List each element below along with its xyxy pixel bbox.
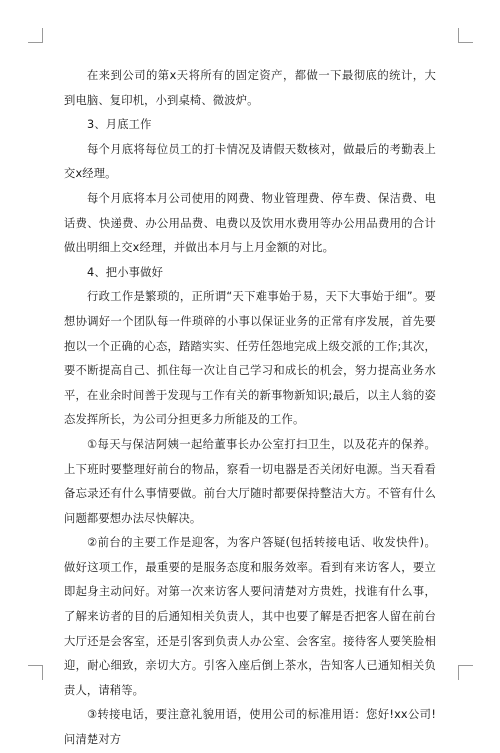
- crop-mark-top-right: [458, 28, 473, 43]
- paragraph-reception-duties: ②前台的主要工作是迎客，为客户答疑(包括转接电话、收发快件)。做好这项工作，最重要的是服务态度和服务效率。看到有来访客人，要立即起身主动问好。对第一次来访客人要问清楚对方贵姓，找谁有什么事，了解来访者的目的后通知相关负责人，其中也要了解是否把客人留在前台大厅还是会客室，还是引客到负责人办公室、会客室。接待客人要笑脸相迎，耐心细致，亲切大方。引客入座后倒上茶水，告知客人已通知相关负责人，请稍等。: [64, 536, 436, 697]
- paragraph-expense-summary: 每个月底将本月公司使用的网费、物业管理费、停车费、保洁费、电话费、快递费、办公用品费、电费以及饮用水费用等办公用品费用的合计做出明细上交x经理，并做出本月与上月金额的对比。: [64, 191, 436, 255]
- paragraph-admin-attitude: 行政工作是繁琐的，正所谓“天下难事始于易，天下大事始于细”。要想协调好一个团队每一件琐碎的小事以保证业务的正常有序发展，首先要抱以一个正确的心态，踏踏实实、任劳任怨地完成上级交派的工作;其次，要不断提高自己、抓住每一次让自己学习和成长的机会，努力提高业务水平，在业余时间善于发现与工作有关的新事物新知识;最后，以主人翁的姿态发挥所长，为公司分担更多力所能及的工作。: [64, 290, 436, 427]
- paragraph-daily-cleaning: ①每天与保洁阿姨一起给董事长办公室打扫卫生，以及花卉的保养。上下班时要整理好前台的物品，察看一切电器是否关闭好电源。当天看看备忘录还有什么事情要做。前台大厅随时都要保持整洁大方。不管有什么问题都要想办法尽快解决。: [64, 437, 436, 525]
- section-heading-month-end: 3、月底工作: [87, 118, 152, 132]
- paragraph-attendance-check: 每个月底将每位员工的打卡情况及请假天数核对，做最后的考勤表上交x经理。: [64, 142, 436, 181]
- paragraph-phone-transfer: ③转接电话，要注意礼貌用语，使用公司的标准用语：您好!xx公司!问清楚对方: [64, 708, 436, 747]
- section-heading-small-things: 4、把小事做好: [87, 265, 164, 279]
- crop-mark-bottom-left: [28, 665, 43, 680]
- crop-mark-top-left: [28, 28, 43, 43]
- document-body: [64, 64, 436, 753]
- paragraph-asset-inventory: 在来到公司的第x天将所有的固定资产，都做一下最彻底的统计，大到电脑、复印机，小到桌椅、微波炉。: [64, 69, 436, 107]
- crop-mark-bottom-right: [458, 665, 473, 680]
